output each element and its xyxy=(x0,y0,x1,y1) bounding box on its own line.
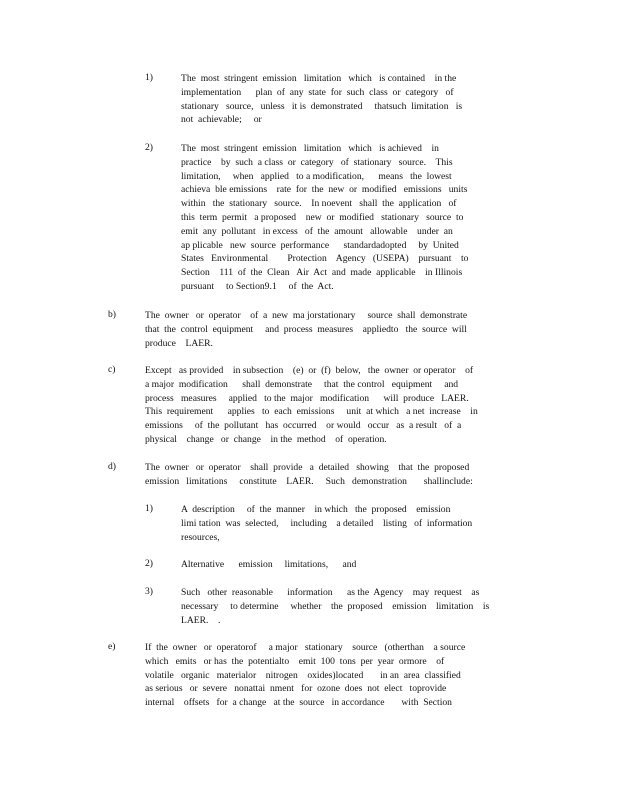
text-line: pursuant to Section9.1 of the Act. xyxy=(181,280,334,292)
list-marker: 3) xyxy=(145,586,153,597)
text-line: volatile organic materialor nitrogen oxides)located in an area classified xyxy=(145,669,461,681)
text-line: necessary to determine whether the proposed emission limitation is xyxy=(181,600,490,612)
text-line: The most stringent emission limitation which is contained in the xyxy=(181,73,457,84)
section-marker: c) xyxy=(108,364,116,375)
text-line: emit any pollutant in excess of the amount allowable under an xyxy=(181,225,453,237)
text-line: process measures applied to the major modification will produce LAER. xyxy=(145,392,469,404)
text-line: this term permit a proposed new or modified stationary source to xyxy=(181,211,464,223)
text-line: that the control equipment and process measures appliedto the source will xyxy=(145,323,467,335)
text-line: This requirement applies to each emissions unit at which a net increase in xyxy=(145,406,478,418)
text-line: ap plicable new source performance standardadopted by United xyxy=(181,239,459,251)
paragraph-text xyxy=(145,461,505,489)
paragraph-text xyxy=(181,586,506,627)
text-line: practice by such a class or category of stationary source. This xyxy=(181,156,453,168)
paragraph-text xyxy=(181,503,501,544)
paragraph-text xyxy=(181,142,501,294)
list-marker: 2) xyxy=(145,142,153,153)
paragraph-text xyxy=(181,72,501,127)
section-marker: b) xyxy=(108,309,116,320)
text-line: not achievable; or xyxy=(181,114,262,126)
text-line: States Environmental Protection Agency (USEPA) pursuant to xyxy=(181,253,469,265)
section-marker: d) xyxy=(108,461,116,472)
text-line: resources, xyxy=(181,531,220,543)
paragraph-text xyxy=(145,309,505,350)
paragraph-text xyxy=(145,641,505,710)
text-line: A description of the manner in which the proposed emission xyxy=(181,504,451,515)
list-marker: 2) xyxy=(145,558,153,569)
text-line: Except as provided in subsection (e) or (f) below, the owner or operator of xyxy=(145,365,474,376)
text-line: which emits or has the potentialto emit 100 tons per year ormore of xyxy=(145,655,445,667)
text-line: The owner or operator of a new ma jorstationary source shall demonstrate xyxy=(145,310,468,321)
list-marker: 1) xyxy=(145,72,153,83)
text-line: If the owner or operatorof a major stationary source (otherthan a source xyxy=(145,642,466,653)
section-marker: e) xyxy=(108,641,116,652)
text-line: produce LAER. xyxy=(145,337,213,349)
text-line: emission limitations constitute LAER. Such demonstration shallinclude: xyxy=(145,475,473,487)
text-line: LAER. . xyxy=(181,614,221,626)
text-line: within the stationary source. In noevent shall the application of xyxy=(181,198,457,210)
text-line: The most stringent emission limitation which is achieved in xyxy=(181,143,439,154)
text-line: stationary source, unless it is demonstrated thatsuch limitation is xyxy=(181,100,463,112)
text-line: as serious or severe nonattai nment for ozone does not elect toprovide xyxy=(145,683,447,695)
paragraph-text xyxy=(145,364,505,447)
text-line: internal offsets for a change at the source in accordance with Section xyxy=(145,697,452,709)
text-line: emissions of the pollutant has occurred or would occur as a result of a xyxy=(145,420,462,432)
paragraph-text xyxy=(181,558,501,572)
text-line: Section 111 of the Clean Air Act and made applicable in Illinois xyxy=(181,267,463,279)
text-line: implementation plan of any state for such class or category of xyxy=(181,86,454,98)
text-line: limitation, when applied to a modification, means the lowest xyxy=(181,170,452,182)
text-line: physical change or change in the method of operation. xyxy=(145,433,387,445)
text-line: achieva ble emissions rate for the new or modified emissions units xyxy=(181,184,468,196)
text-line: Such other reasonable information as the Agency may request as xyxy=(181,587,480,598)
list-marker: 1) xyxy=(145,503,153,514)
text-line: The owner or operator shall provide a detailed showing that the proposed xyxy=(145,462,470,473)
text-line: a major modification shall demonstrate that the control equipment and xyxy=(145,378,459,390)
text-line: Alternative emission limitations, and xyxy=(181,559,357,570)
text-line: limi tation was selected, including a detailed listing of information xyxy=(181,517,473,529)
